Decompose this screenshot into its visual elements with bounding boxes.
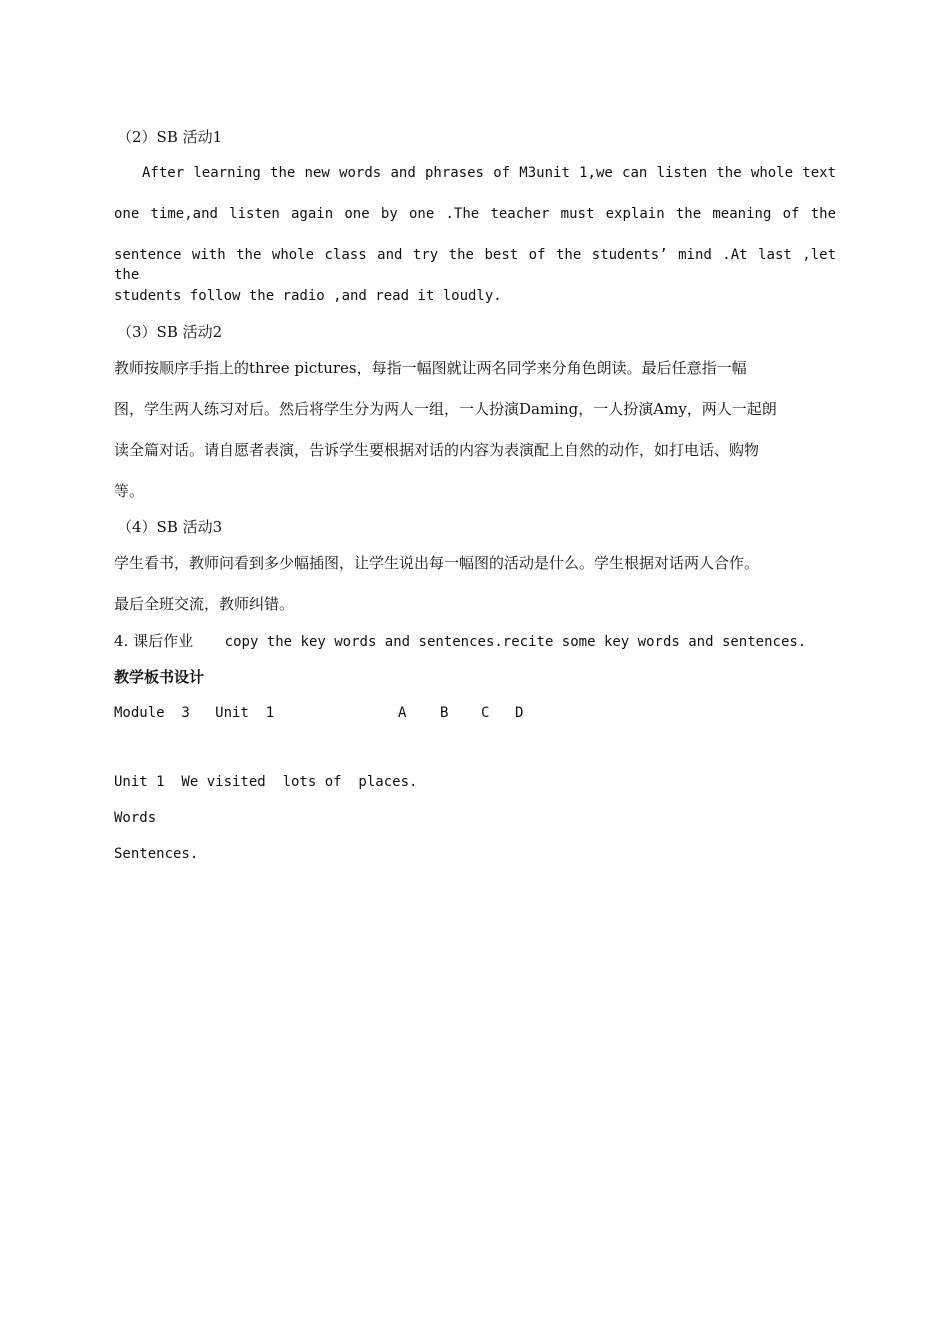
section-2-line-4: students follow the radio ,and read it loudly.: [114, 288, 502, 304]
board-words-label: Words: [114, 810, 157, 826]
section-4-heading: （4）SB 活动3: [117, 518, 223, 536]
board-option-a: A: [398, 705, 407, 721]
board-sentences-label: Sentences.: [114, 846, 199, 862]
section-3-line-3: 读全篇对话。请自愿者表演，告诉学生要根据对话的内容为表演配上自然的动作，如打电话、购物: [114, 441, 760, 459]
board-module-line: Module 3 Unit 1: [114, 705, 275, 721]
section-4-line-2: 最后全班交流，教师纠错。: [114, 595, 295, 613]
section-3-heading: （3）SB 活动2: [117, 323, 223, 341]
board-option-c: C: [481, 705, 490, 721]
section-4-line-1: 学生看书，教师问看到多少幅插图，让学生说出每一幅图的活动是什么。学生根据对话两人合作。: [114, 554, 760, 572]
section-2-line-1: After learning the new words and phrases of M3unit 1,we can listen the whole text: [142, 165, 836, 181]
section-3-line-2: 图，学生两人练习对后。然后将学生分为两人一组，一人扮演Daming，一人扮演Amy，两人一起朗: [114, 400, 777, 418]
board-unit-line: Unit 1 We visited lots of places.: [114, 774, 418, 790]
section-2-line-3: sentence with the whole class and try the best of the students’ mind .At last ,let the: [114, 247, 836, 283]
homework-line: [114, 631, 806, 652]
homework-text: copy the key words and sentences.recite some key words and sentences.: [224, 634, 807, 650]
section-2-heading: （2）SB 活动1: [117, 128, 223, 146]
board-option-b: B: [440, 705, 449, 721]
section-2-line-2: one time,and listen again one by one .The teacher must explain the meaning of the: [114, 206, 836, 222]
section-3-line-1: 教师按顺序手指上的three pictures，每指一幅图就让两名同学来分角色朗读。最后任意指一幅: [114, 359, 747, 377]
board-title: 教学板书设计: [114, 668, 205, 686]
section-3-line-4: 等。: [114, 482, 145, 500]
board-option-d: D: [515, 705, 524, 721]
homework-label: 4. 课后作业: [114, 632, 194, 650]
